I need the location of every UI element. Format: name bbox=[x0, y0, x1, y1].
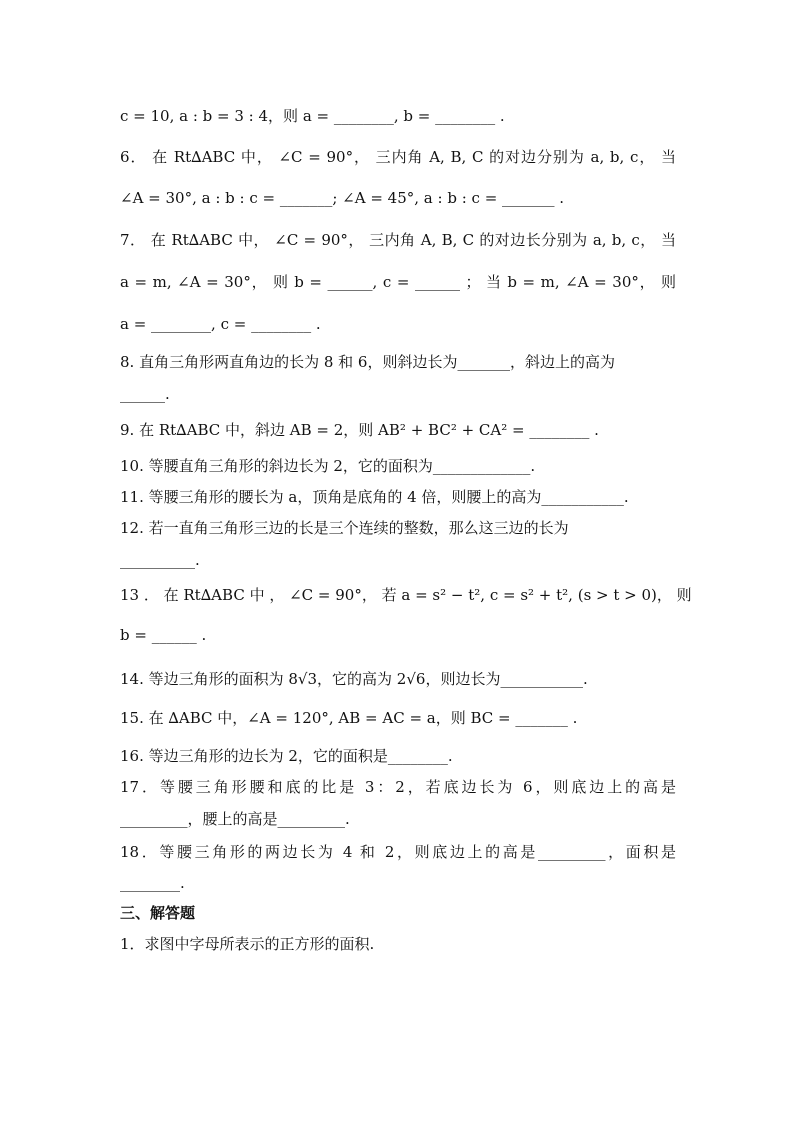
line-q11: 11. 等腰三角形的腰长为 a，顶角是底角的 4 倍，则腰上的高为___________. bbox=[120, 488, 629, 506]
line-q13-b: b = ______ . bbox=[120, 626, 207, 644]
line-q7-a: 7． 在 Rt∆ABC 中， ∠C = 90°， 三内角 A, B, C 的对边长分别为 a, b, c， 当 bbox=[120, 231, 676, 249]
line-q14: 14. 等边三角形的面积为 8√3，它的高为 2√6，则边长为___________. bbox=[120, 670, 588, 688]
line-q6-a: 6． 在 Rt∆ABC 中， ∠C = 90°， 三内角 A, B, C 的对边分别为 a, b, c， 当 bbox=[120, 148, 676, 166]
line-q10: 10. 等腰直角三角形的斜边长为 2，它的面积为_____________. bbox=[120, 457, 536, 475]
section-heading: 三、解答题 bbox=[120, 904, 196, 922]
line-q18-a: 18．等腰三角形的两边长为 4 和 2，则底边上的高是_________，面积是 bbox=[120, 843, 676, 861]
line-q7-b: a = m, ∠A = 30°， 则 b = ______, c = ______ ； 当 b = m, ∠A = 30°， 则 bbox=[120, 273, 676, 291]
line-q5-continuation: c = 10, a : b = 3 : 4，则 a = ________, b = ________ . bbox=[120, 107, 505, 125]
line-q8-a: 8. 直角三角形两直角边的长为 8 和 6，则斜边长为_______，斜边上的高为 bbox=[120, 353, 615, 371]
line-q12-b: __________. bbox=[120, 551, 200, 569]
line-q12-a: 12. 若一直角三角形三边的长是三个连续的整数，那么这三边的长为 bbox=[120, 519, 569, 537]
line-q6-b: ∠A = 30°, a : b : c = _______; ∠A = 45°, a : b : c = _______ . bbox=[120, 189, 565, 207]
line-q16: 16. 等边三角形的边长为 2，它的面积是________. bbox=[120, 747, 453, 765]
line-q18-b: ________. bbox=[120, 874, 185, 892]
line-q15: 15. 在 ∆ABC 中，∠A = 120°, AB = AC = a，则 BC = _______ . bbox=[120, 709, 578, 727]
line-q17-b: _________，腰上的高是_________. bbox=[120, 810, 350, 828]
line-q8-b: ______. bbox=[120, 385, 170, 403]
line-q7-c: a = ________, c = ________ . bbox=[120, 315, 321, 333]
line-q17-a: 17．等腰三角形腰和底的比是 3：2，若底边长为 6，则底边上的高是 bbox=[120, 778, 676, 796]
line-q13-a: 13 ． 在 Rt∆ABC 中 ， ∠C = 90°， 若 a = s² − t², c = s² + t², (s > t > 0)， 则 bbox=[120, 586, 692, 604]
line-problem-1: 1．求图中字母所表示的正方形的面积. bbox=[120, 935, 375, 953]
line-q9: 9. 在 Rt∆ABC 中，斜边 AB = 2，则 AB² + BC² + CA² = ________ . bbox=[120, 421, 599, 439]
